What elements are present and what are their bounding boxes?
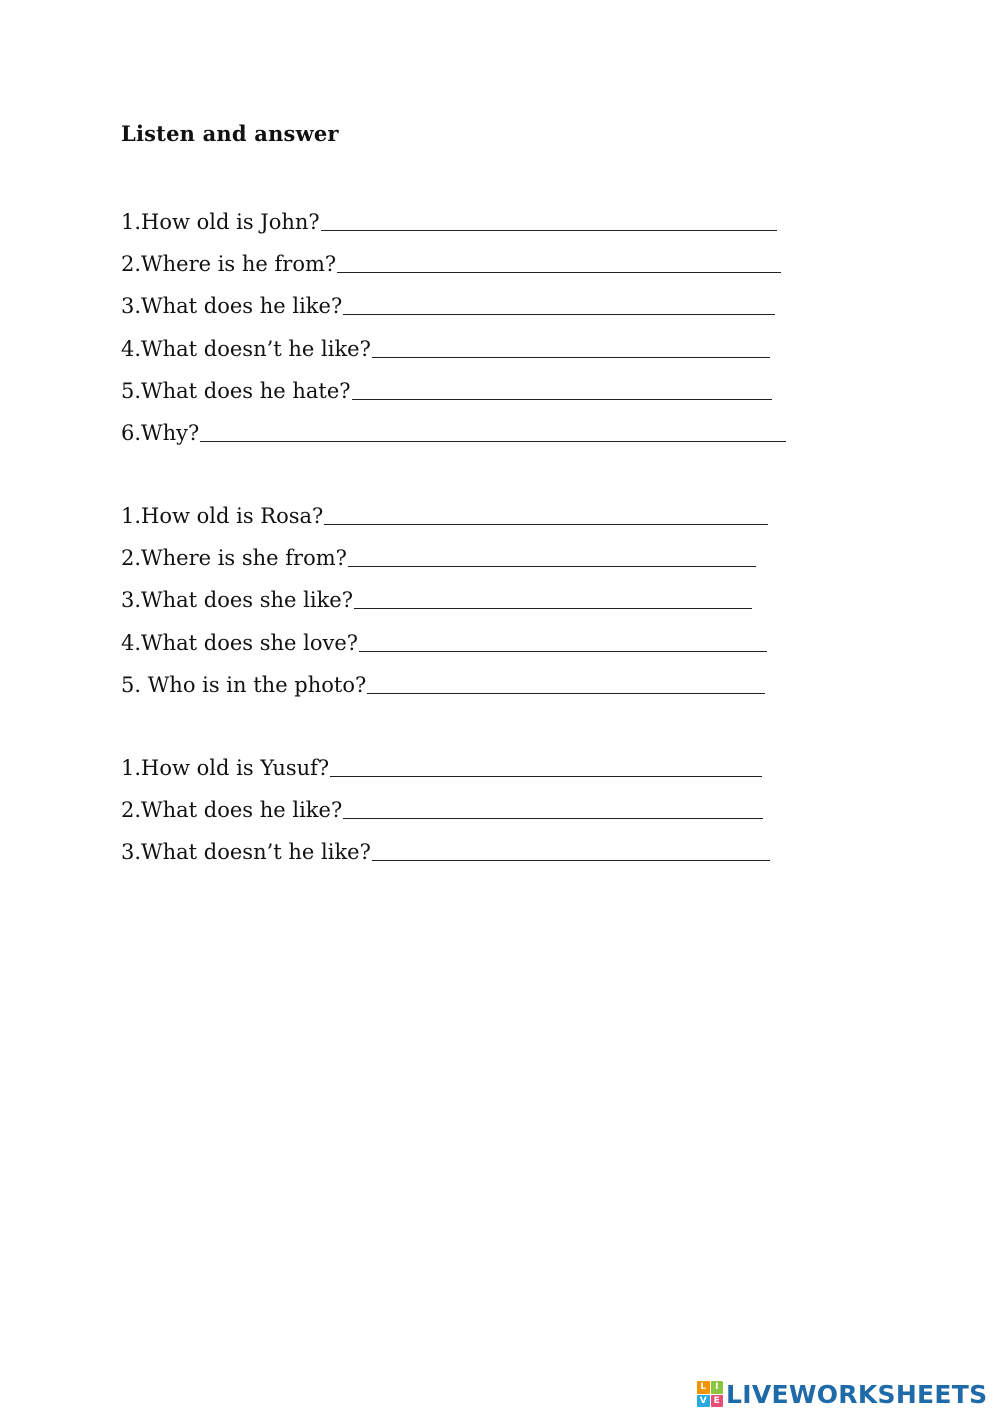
question-text: 1.How old is Rosa? <box>121 504 324 528</box>
question-text: 4.What does she love? <box>121 631 359 655</box>
answer-line[interactable] <box>343 312 775 315</box>
question-row <box>121 749 762 779</box>
logo-cell-v: V <box>697 1395 710 1408</box>
question-text: 5.What does he hate? <box>121 379 351 403</box>
question-row <box>121 372 772 402</box>
answer-line[interactable] <box>372 355 770 358</box>
answer-line[interactable] <box>330 774 762 777</box>
logo-cell-l: L <box>697 1381 710 1394</box>
question-row <box>121 624 767 654</box>
question-row <box>121 203 777 233</box>
liveworksheets-brand <box>697 1379 987 1409</box>
question-text: 1.How old is John? <box>121 210 320 234</box>
question-row <box>121 581 752 611</box>
answer-line[interactable] <box>337 270 781 273</box>
question-text: 3.What does he like? <box>121 294 343 318</box>
logo-cell-e: E <box>711 1395 724 1408</box>
question-row <box>121 287 775 317</box>
worksheet-title: Listen and answer <box>121 121 339 146</box>
answer-line[interactable] <box>359 649 767 652</box>
answer-line[interactable] <box>367 691 765 694</box>
question-text: 2.Where is she from? <box>121 546 347 570</box>
answer-line[interactable] <box>324 522 768 525</box>
answer-line[interactable] <box>343 816 763 819</box>
answer-line[interactable] <box>321 228 777 231</box>
question-row <box>121 791 763 821</box>
question-row <box>121 330 770 360</box>
answer-line[interactable] <box>372 858 770 861</box>
question-text: 3.What doesn’t he like? <box>121 840 371 864</box>
liveworksheets-logo-icon <box>697 1381 723 1407</box>
question-row <box>121 245 781 275</box>
question-text: 1.How old is Yusuf? <box>121 756 330 780</box>
question-row <box>121 497 768 527</box>
logo-cell-i: I <box>711 1381 724 1394</box>
question-row <box>121 539 756 569</box>
answer-line[interactable] <box>348 564 756 567</box>
question-text: 4.What doesn’t he like? <box>121 337 371 361</box>
brand-name: LIVEWORKSHEETS <box>726 1379 988 1409</box>
answer-line[interactable] <box>352 397 772 400</box>
question-row <box>121 414 786 444</box>
answer-line[interactable] <box>200 439 786 442</box>
question-text: 2.Where is he from? <box>121 252 337 276</box>
question-row <box>121 833 770 863</box>
question-text: 2.What does he like? <box>121 798 343 822</box>
question-text: 6.Why? <box>121 421 200 445</box>
question-text: 3.What does she like? <box>121 588 353 612</box>
answer-line[interactable] <box>354 606 752 609</box>
question-text: 5. Who is in the photo? <box>121 673 367 697</box>
question-row <box>121 666 765 696</box>
